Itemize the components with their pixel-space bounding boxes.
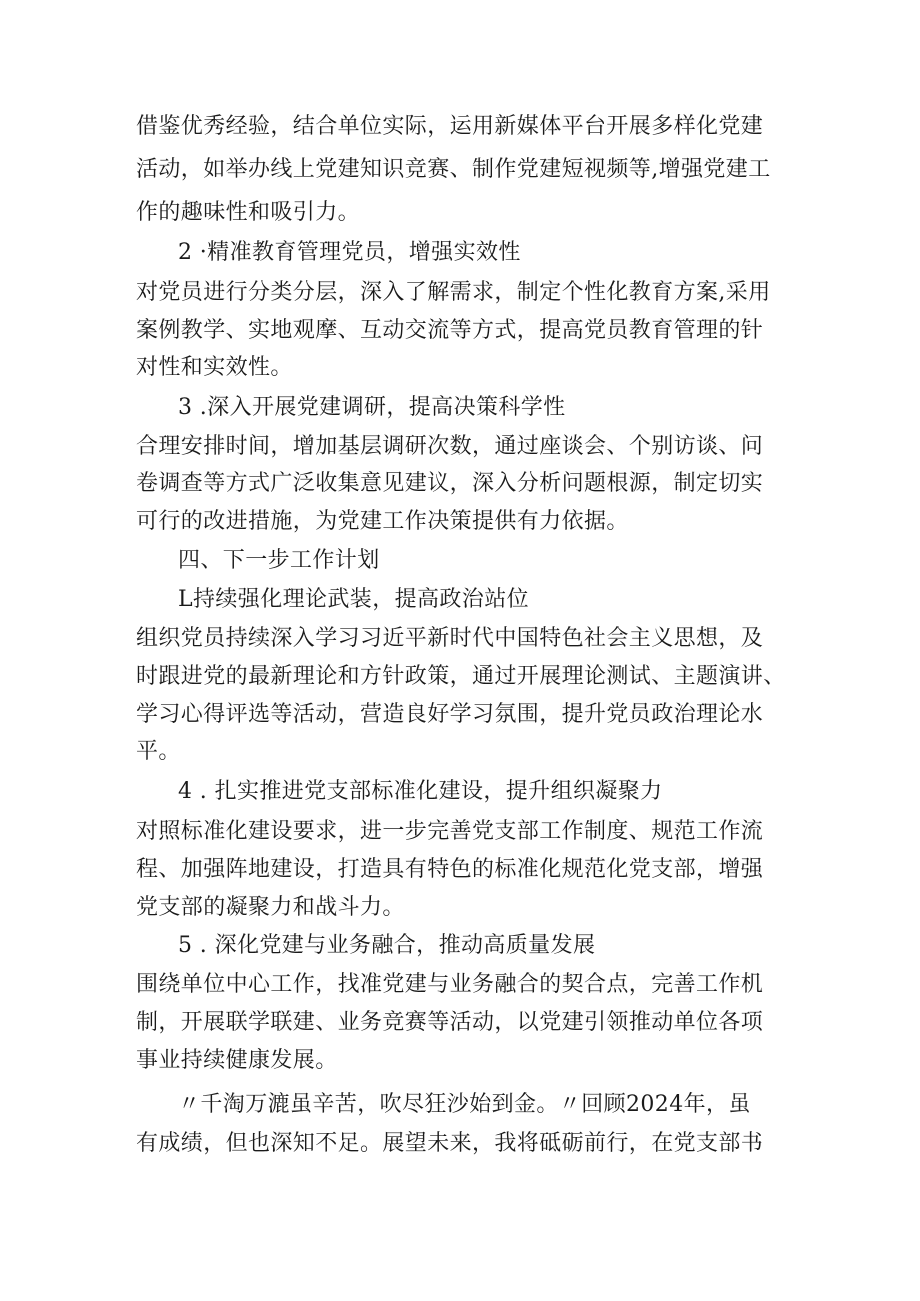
body-text-line: 对性和实效性。 xyxy=(136,355,293,380)
body-text-line: 组织党员持续深入学习习近平新时代中国特色社会主义思想，及 xyxy=(136,626,764,651)
body-text-line: 案例教学、实地观摩、互动交流等方式，提高党员教育管理的针 xyxy=(136,318,764,343)
body-text-line: 制，开展联学联建、业务竞赛等活动，以党建引领推动单位各项 xyxy=(136,1010,764,1035)
body-text-line: 合理安排时间，增加基层调研次数，通过座谈会、个别访谈、问 xyxy=(136,434,764,459)
body-text-line: 借鉴优秀经验，结合单位实际，运用新媒体平台开展多样化党建 xyxy=(136,114,764,139)
body-text-line: 有成绩，但也深知不足。展望未来，我将砥砺前行，在党支部书 xyxy=(136,1131,764,1156)
chapter-heading: 四、下一步工作计划 xyxy=(178,548,380,573)
body-text-line: 作的趣味性和吸引力。 xyxy=(136,200,361,225)
body-text-line: 学习心得评选等活动，营造良好学习氛围，提升党员政治理论水 xyxy=(136,702,764,727)
body-text-line: 对党员进行分类分层，深入了解需求，制定个性化教育方案,采用 xyxy=(136,280,771,305)
body-text-line: 时跟进党的最新理论和方针政策，通过开展理论测试、主题演讲、 xyxy=(136,664,786,689)
body-text-line: 党支部的凝聚力和战斗力。 xyxy=(136,895,405,920)
body-text-line: 围绕单位中心工作，找准党建与业务融合的契合点，完善工作机 xyxy=(136,972,764,997)
body-text-line: 卷调查等方式广泛收集意见建议，深入分析问题根源，制定切实 xyxy=(136,471,764,496)
body-text-line: 〃千淘万漉虽辛苦，吹尽狂沙始到金。〃回顾2024年，虽 xyxy=(178,1092,751,1117)
section-heading: 3 .深入开展党建调研，提高决策科学性 xyxy=(178,395,566,420)
body-text-line: 程、加强阵地建设，打造具有特色的标准化规范化党支部，增强 xyxy=(136,857,764,882)
body-text-line: 活动，如举办线上党建知识竞赛、制作党建短视频等,增强党建工 xyxy=(136,157,771,182)
section-heading: 4 . 扎实推进党支部标准化建设，提升组织凝聚力 xyxy=(178,779,663,804)
section-heading: 2 ·精准教育管理党员，增强实效性 xyxy=(178,240,521,265)
body-text-line: 可行的改进措施，为党建工作决策提供有力依据。 xyxy=(136,509,629,534)
section-heading: L持续强化理论武装，提高政治站位 xyxy=(178,587,530,612)
body-text-line: 事业持续健康发展。 xyxy=(136,1048,338,1073)
body-text-line: 平。 xyxy=(136,739,181,764)
section-heading: 5 . 深化党建与业务融合，推动高质量发展 xyxy=(178,933,596,958)
body-text-line: 对照标准化建设要求，进一步完善党支部工作制度、规范工作流 xyxy=(136,819,764,844)
